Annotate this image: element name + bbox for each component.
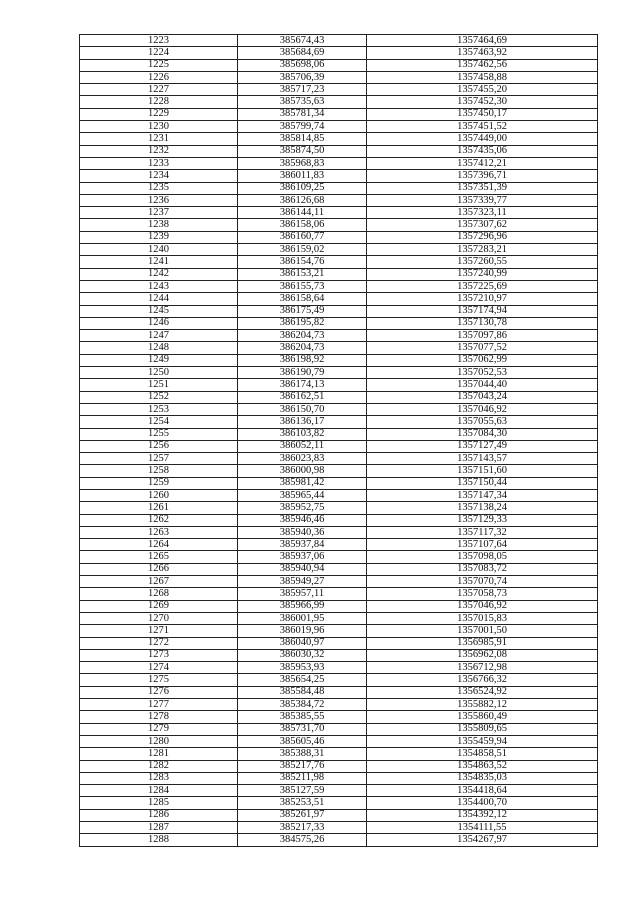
point-number-cell: 1252	[80, 391, 238, 403]
table-row	[80, 465, 598, 477]
point-number-cell: 1234	[80, 170, 238, 182]
x-coordinate-cell: 385605,46	[238, 735, 367, 747]
y-coordinate-cell: 1357058,73	[367, 588, 598, 600]
point-number-cell: 1270	[80, 612, 238, 624]
x-coordinate-cell: 385940,36	[238, 526, 367, 538]
y-coordinate-cell: 1357240,99	[367, 268, 598, 280]
table-row	[80, 182, 598, 194]
point-number-cell: 1284	[80, 785, 238, 797]
point-number-cell: 1258	[80, 465, 238, 477]
x-coordinate-cell: 386052,11	[238, 440, 367, 452]
table-row	[80, 342, 598, 354]
y-coordinate-cell: 1357450,17	[367, 108, 598, 120]
table-row	[80, 440, 598, 452]
point-number-cell: 1242	[80, 268, 238, 280]
x-coordinate-cell: 386190,79	[238, 367, 367, 379]
x-coordinate-cell: 385814,85	[238, 133, 367, 145]
table-row	[80, 96, 598, 108]
y-coordinate-cell: 1357307,62	[367, 219, 598, 231]
point-number-cell: 1244	[80, 293, 238, 305]
y-coordinate-cell: 1357084,30	[367, 428, 598, 440]
y-coordinate-cell: 1357130,78	[367, 317, 598, 329]
x-coordinate-cell: 385717,23	[238, 84, 367, 96]
x-coordinate-cell: 386000,98	[238, 465, 367, 477]
point-number-cell: 1256	[80, 440, 238, 452]
table-row	[80, 121, 598, 133]
y-coordinate-cell: 1354858,51	[367, 748, 598, 760]
point-number-cell: 1271	[80, 625, 238, 637]
y-coordinate-cell: 1357107,64	[367, 539, 598, 551]
x-coordinate-cell: 386158,06	[238, 219, 367, 231]
x-coordinate-cell: 385127,59	[238, 785, 367, 797]
point-number-cell: 1241	[80, 256, 238, 268]
x-coordinate-cell: 386159,02	[238, 244, 367, 256]
x-coordinate-cell: 385965,44	[238, 489, 367, 501]
y-coordinate-cell: 1357452,30	[367, 96, 598, 108]
y-coordinate-cell: 1357077,52	[367, 342, 598, 354]
table-row	[80, 35, 598, 47]
y-coordinate-cell: 1357462,56	[367, 59, 598, 71]
y-coordinate-cell: 1357296,96	[367, 231, 598, 243]
table-row	[80, 293, 598, 305]
point-number-cell: 1285	[80, 797, 238, 809]
point-number-cell: 1268	[80, 588, 238, 600]
x-coordinate-cell: 386030,32	[238, 649, 367, 661]
table-row	[80, 244, 598, 256]
table-row	[80, 588, 598, 600]
x-coordinate-cell: 385388,31	[238, 748, 367, 760]
table-row	[80, 612, 598, 624]
point-number-cell: 1276	[80, 686, 238, 698]
point-number-cell: 1226	[80, 71, 238, 83]
table-row	[80, 317, 598, 329]
x-coordinate-cell: 385211,98	[238, 772, 367, 784]
x-coordinate-cell: 385940,94	[238, 563, 367, 575]
table-row	[80, 489, 598, 501]
point-number-cell: 1254	[80, 416, 238, 428]
table-row	[80, 785, 598, 797]
table-row	[80, 305, 598, 317]
x-coordinate-cell: 385949,27	[238, 576, 367, 588]
point-number-cell: 1227	[80, 84, 238, 96]
x-coordinate-cell: 385217,76	[238, 760, 367, 772]
table-row	[80, 539, 598, 551]
y-coordinate-cell: 1357046,92	[367, 403, 598, 415]
y-coordinate-cell: 1354418,64	[367, 785, 598, 797]
point-number-cell: 1235	[80, 182, 238, 194]
point-number-cell: 1265	[80, 551, 238, 563]
table-row	[80, 711, 598, 723]
table-row	[80, 256, 598, 268]
y-coordinate-cell: 1357015,83	[367, 612, 598, 624]
y-coordinate-cell: 1357283,21	[367, 244, 598, 256]
y-coordinate-cell: 1357127,49	[367, 440, 598, 452]
x-coordinate-cell: 385684,69	[238, 47, 367, 59]
y-coordinate-cell: 1357098,05	[367, 551, 598, 563]
table-row	[80, 649, 598, 661]
point-number-cell: 1287	[80, 822, 238, 834]
table-row	[80, 834, 598, 846]
y-coordinate-cell: 1357260,55	[367, 256, 598, 268]
y-coordinate-cell: 1357455,20	[367, 84, 598, 96]
x-coordinate-cell: 384575,26	[238, 834, 367, 846]
table-row	[80, 71, 598, 83]
y-coordinate-cell: 1357396,71	[367, 170, 598, 182]
y-coordinate-cell: 1357143,57	[367, 453, 598, 465]
x-coordinate-cell: 385654,25	[238, 674, 367, 686]
x-coordinate-cell: 386023,83	[238, 453, 367, 465]
y-coordinate-cell: 1355860,49	[367, 711, 598, 723]
point-number-cell: 1286	[80, 809, 238, 821]
x-coordinate-cell: 386109,25	[238, 182, 367, 194]
y-coordinate-cell: 1354835,03	[367, 772, 598, 784]
table-row	[80, 502, 598, 514]
x-coordinate-cell: 385966,99	[238, 600, 367, 612]
y-coordinate-cell: 1357451,52	[367, 121, 598, 133]
y-coordinate-cell: 1357052,53	[367, 367, 598, 379]
point-number-cell: 1249	[80, 354, 238, 366]
y-coordinate-cell: 1357449,00	[367, 133, 598, 145]
point-number-cell: 1248	[80, 342, 238, 354]
table-row	[80, 477, 598, 489]
y-coordinate-cell: 1357351,39	[367, 182, 598, 194]
point-number-cell: 1279	[80, 723, 238, 735]
table-row	[80, 367, 598, 379]
point-number-cell: 1245	[80, 305, 238, 317]
y-coordinate-cell: 1356985,91	[367, 637, 598, 649]
point-number-cell: 1232	[80, 145, 238, 157]
point-number-cell: 1250	[80, 367, 238, 379]
table-row	[80, 84, 598, 96]
coordinates-table	[79, 34, 598, 847]
table-row	[80, 686, 598, 698]
y-coordinate-cell: 1357435,06	[367, 145, 598, 157]
x-coordinate-cell: 386154,76	[238, 256, 367, 268]
coordinates-table-body	[80, 35, 598, 847]
x-coordinate-cell: 386150,70	[238, 403, 367, 415]
y-coordinate-cell: 1357225,69	[367, 280, 598, 292]
point-number-cell: 1261	[80, 502, 238, 514]
x-coordinate-cell: 386204,73	[238, 330, 367, 342]
table-row	[80, 760, 598, 772]
point-number-cell: 1223	[80, 35, 238, 47]
table-row	[80, 551, 598, 563]
x-coordinate-cell: 385674,43	[238, 35, 367, 47]
point-number-cell: 1266	[80, 563, 238, 575]
point-number-cell: 1282	[80, 760, 238, 772]
point-number-cell: 1247	[80, 330, 238, 342]
x-coordinate-cell: 386160,77	[238, 231, 367, 243]
point-number-cell: 1262	[80, 514, 238, 526]
x-coordinate-cell: 386158,64	[238, 293, 367, 305]
table-row	[80, 330, 598, 342]
table-row	[80, 145, 598, 157]
x-coordinate-cell: 385781,34	[238, 108, 367, 120]
y-coordinate-cell: 1357044,40	[367, 379, 598, 391]
table-row	[80, 280, 598, 292]
point-number-cell: 1239	[80, 231, 238, 243]
y-coordinate-cell: 1354863,52	[367, 760, 598, 772]
table-row	[80, 453, 598, 465]
point-number-cell: 1259	[80, 477, 238, 489]
point-number-cell: 1251	[80, 379, 238, 391]
x-coordinate-cell: 386204,73	[238, 342, 367, 354]
x-coordinate-cell: 385946,46	[238, 514, 367, 526]
point-number-cell: 1288	[80, 834, 238, 846]
y-coordinate-cell: 1356712,98	[367, 662, 598, 674]
table-row	[80, 772, 598, 784]
y-coordinate-cell: 1357083,72	[367, 563, 598, 575]
x-coordinate-cell: 386175,49	[238, 305, 367, 317]
point-number-cell: 1224	[80, 47, 238, 59]
x-coordinate-cell: 385584,48	[238, 686, 367, 698]
y-coordinate-cell: 1357174,94	[367, 305, 598, 317]
table-row	[80, 157, 598, 169]
y-coordinate-cell: 1357463,92	[367, 47, 598, 59]
table-row	[80, 625, 598, 637]
x-coordinate-cell: 386195,82	[238, 317, 367, 329]
y-coordinate-cell: 1357046,92	[367, 600, 598, 612]
y-coordinate-cell: 1355809,65	[367, 723, 598, 735]
x-coordinate-cell: 385799,74	[238, 121, 367, 133]
table-row	[80, 47, 598, 59]
x-coordinate-cell: 386162,51	[238, 391, 367, 403]
point-number-cell: 1257	[80, 453, 238, 465]
table-row	[80, 231, 598, 243]
x-coordinate-cell: 385953,93	[238, 662, 367, 674]
y-coordinate-cell: 1356524,92	[367, 686, 598, 698]
point-number-cell: 1264	[80, 539, 238, 551]
x-coordinate-cell: 385981,42	[238, 477, 367, 489]
table-row	[80, 662, 598, 674]
table-row	[80, 59, 598, 71]
point-number-cell: 1229	[80, 108, 238, 120]
table-row	[80, 416, 598, 428]
table-row	[80, 723, 598, 735]
y-coordinate-cell: 1357151,60	[367, 465, 598, 477]
table-row	[80, 637, 598, 649]
y-coordinate-cell: 1357043,24	[367, 391, 598, 403]
table-row	[80, 133, 598, 145]
y-coordinate-cell: 1356766,32	[367, 674, 598, 686]
point-number-cell: 1228	[80, 96, 238, 108]
point-number-cell: 1231	[80, 133, 238, 145]
y-coordinate-cell: 1355459,94	[367, 735, 598, 747]
y-coordinate-cell: 1357323,11	[367, 207, 598, 219]
y-coordinate-cell: 1354111,55	[367, 822, 598, 834]
point-number-cell: 1281	[80, 748, 238, 760]
x-coordinate-cell: 385937,84	[238, 539, 367, 551]
x-coordinate-cell: 386040,97	[238, 637, 367, 649]
table-row	[80, 219, 598, 231]
point-number-cell: 1233	[80, 157, 238, 169]
x-coordinate-cell: 386155,73	[238, 280, 367, 292]
point-number-cell: 1273	[80, 649, 238, 661]
point-number-cell: 1280	[80, 735, 238, 747]
y-coordinate-cell: 1357464,69	[367, 35, 598, 47]
table-row	[80, 735, 598, 747]
y-coordinate-cell: 1357001,50	[367, 625, 598, 637]
point-number-cell: 1272	[80, 637, 238, 649]
point-number-cell: 1243	[80, 280, 238, 292]
table-row	[80, 797, 598, 809]
x-coordinate-cell: 386136,17	[238, 416, 367, 428]
x-coordinate-cell: 386198,92	[238, 354, 367, 366]
y-coordinate-cell: 1357458,88	[367, 71, 598, 83]
y-coordinate-cell: 1354267,97	[367, 834, 598, 846]
y-coordinate-cell: 1356962,08	[367, 649, 598, 661]
y-coordinate-cell: 1357412,21	[367, 157, 598, 169]
y-coordinate-cell: 1357117,32	[367, 526, 598, 538]
point-number-cell: 1240	[80, 244, 238, 256]
point-number-cell: 1269	[80, 600, 238, 612]
y-coordinate-cell: 1357062,99	[367, 354, 598, 366]
table-row	[80, 428, 598, 440]
table-row	[80, 699, 598, 711]
x-coordinate-cell: 385385,55	[238, 711, 367, 723]
y-coordinate-cell: 1357138,24	[367, 502, 598, 514]
y-coordinate-cell: 1357210,97	[367, 293, 598, 305]
y-coordinate-cell: 1357055,63	[367, 416, 598, 428]
point-number-cell: 1253	[80, 403, 238, 415]
table-row	[80, 822, 598, 834]
point-number-cell: 1246	[80, 317, 238, 329]
x-coordinate-cell: 385735,63	[238, 96, 367, 108]
point-number-cell: 1283	[80, 772, 238, 784]
point-number-cell: 1267	[80, 576, 238, 588]
table-row	[80, 674, 598, 686]
x-coordinate-cell: 386011,83	[238, 170, 367, 182]
table-row	[80, 514, 598, 526]
point-number-cell: 1225	[80, 59, 238, 71]
table-row	[80, 207, 598, 219]
point-number-cell: 1236	[80, 194, 238, 206]
x-coordinate-cell: 385731,70	[238, 723, 367, 735]
x-coordinate-cell: 385261,97	[238, 809, 367, 821]
point-number-cell: 1275	[80, 674, 238, 686]
table-row	[80, 391, 598, 403]
x-coordinate-cell: 385968,83	[238, 157, 367, 169]
x-coordinate-cell: 385384,72	[238, 699, 367, 711]
table-row	[80, 108, 598, 120]
table-row	[80, 403, 598, 415]
y-coordinate-cell: 1354392,12	[367, 809, 598, 821]
table-row	[80, 576, 598, 588]
table-row	[80, 526, 598, 538]
y-coordinate-cell: 1357147,34	[367, 489, 598, 501]
x-coordinate-cell: 385698,06	[238, 59, 367, 71]
table-row	[80, 379, 598, 391]
table-row	[80, 354, 598, 366]
y-coordinate-cell: 1357150,44	[367, 477, 598, 489]
x-coordinate-cell: 385706,39	[238, 71, 367, 83]
table-row	[80, 170, 598, 182]
point-number-cell: 1274	[80, 662, 238, 674]
point-number-cell: 1238	[80, 219, 238, 231]
x-coordinate-cell: 385253,51	[238, 797, 367, 809]
y-coordinate-cell: 1357097,86	[367, 330, 598, 342]
point-number-cell: 1237	[80, 207, 238, 219]
x-coordinate-cell: 386174,13	[238, 379, 367, 391]
point-number-cell: 1260	[80, 489, 238, 501]
x-coordinate-cell: 386153,21	[238, 268, 367, 280]
x-coordinate-cell: 386144,11	[238, 207, 367, 219]
y-coordinate-cell: 1357070,74	[367, 576, 598, 588]
point-number-cell: 1230	[80, 121, 238, 133]
table-row	[80, 268, 598, 280]
point-number-cell: 1263	[80, 526, 238, 538]
y-coordinate-cell: 1357339,77	[367, 194, 598, 206]
x-coordinate-cell: 386103,82	[238, 428, 367, 440]
x-coordinate-cell: 386019,96	[238, 625, 367, 637]
x-coordinate-cell: 386126,68	[238, 194, 367, 206]
x-coordinate-cell: 385874,50	[238, 145, 367, 157]
table-row	[80, 600, 598, 612]
x-coordinate-cell: 385957,11	[238, 588, 367, 600]
y-coordinate-cell: 1355882,12	[367, 699, 598, 711]
point-number-cell: 1277	[80, 699, 238, 711]
point-number-cell: 1278	[80, 711, 238, 723]
x-coordinate-cell: 386001,95	[238, 612, 367, 624]
x-coordinate-cell: 385952,75	[238, 502, 367, 514]
table-row	[80, 809, 598, 821]
x-coordinate-cell: 385217,33	[238, 822, 367, 834]
point-number-cell: 1255	[80, 428, 238, 440]
table-row	[80, 194, 598, 206]
y-coordinate-cell: 1354400,70	[367, 797, 598, 809]
x-coordinate-cell: 385937,06	[238, 551, 367, 563]
y-coordinate-cell: 1357129,33	[367, 514, 598, 526]
table-row	[80, 748, 598, 760]
table-row	[80, 563, 598, 575]
